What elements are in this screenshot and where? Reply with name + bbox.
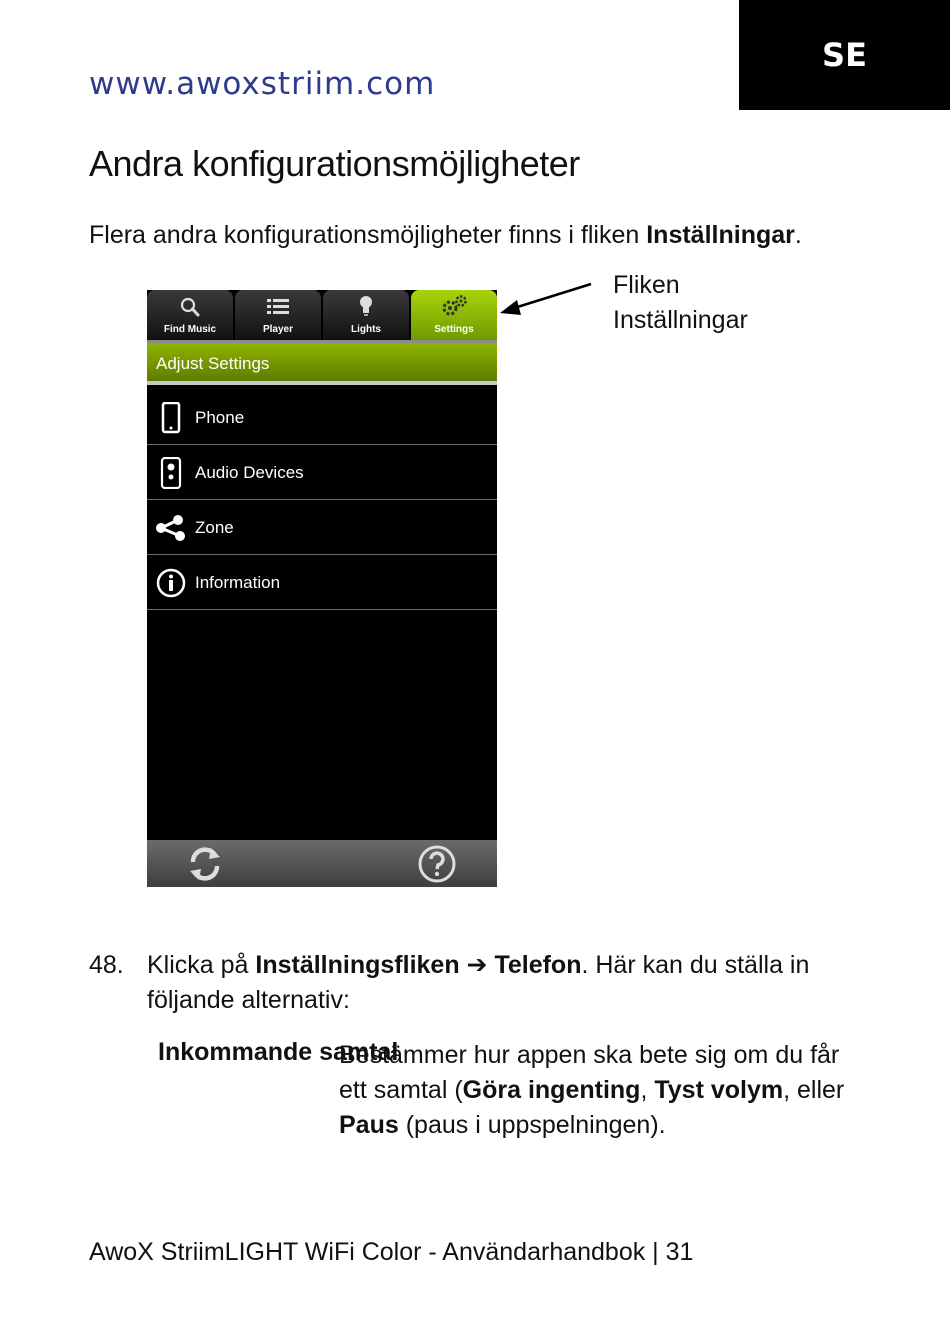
website-url[interactable]: www.awoxstriim.com [89, 66, 436, 102]
def-d2: , [640, 1076, 655, 1104]
phone-icon [147, 402, 195, 434]
def-b1: Göra ingenting [462, 1076, 641, 1104]
tab-label: Lights [351, 324, 381, 335]
help-icon[interactable] [417, 845, 457, 887]
intro-end: . [794, 221, 802, 249]
menu-item-information[interactable] [147, 556, 497, 610]
menu-item-zone[interactable] [147, 501, 497, 555]
tab-label: Player [262, 324, 294, 335]
page-footer: AwoX StriimLIGHT WiFi Color - Användarhandbok | 31 [89, 1238, 694, 1266]
refresh-icon[interactable] [185, 845, 225, 887]
intro-paragraph [89, 221, 802, 250]
list-icon [264, 296, 292, 321]
tab-player[interactable] [235, 290, 321, 340]
tab-settings[interactable] [411, 290, 497, 340]
gears-icon [437, 294, 471, 321]
step-arrow: ➔ [459, 951, 495, 979]
search-icon [177, 296, 203, 321]
language-badge: SE [739, 0, 950, 110]
app-screenshot [147, 290, 497, 887]
menu-item-phone[interactable] [147, 391, 497, 445]
callout-arrow [497, 278, 597, 323]
callout-line-2: Inställningar [613, 306, 748, 334]
tab-find-music[interactable] [147, 290, 233, 340]
step-text [147, 948, 867, 1018]
info-icon [147, 567, 195, 599]
menu-item-audio-devices[interactable] [147, 446, 497, 500]
callout-line-1: Fliken [613, 271, 680, 299]
definition-term: Inkommande samtal [158, 1038, 399, 1066]
tab-lights[interactable] [323, 290, 409, 340]
tab-bar [147, 290, 497, 342]
intro-text: Flera andra konfigurationsmöjligheter finns i fliken [89, 221, 647, 249]
intro-bold: Inställningar [646, 221, 795, 249]
def-b2: Tyst volym [654, 1076, 784, 1104]
menu-item-label: Zone [195, 517, 234, 537]
step-number: 48. [89, 951, 124, 979]
definition-description [339, 1038, 859, 1143]
step-b1: Inställningsfliken [255, 951, 460, 979]
def-b3: Paus [339, 1111, 399, 1139]
page-heading: Andra konfigurationsmöjligheter [89, 143, 580, 184]
bottom-toolbar [147, 840, 497, 887]
callout-label [613, 268, 748, 338]
bulb-icon [355, 294, 377, 321]
tab-label: Settings [434, 324, 474, 335]
section-title: Adjust Settings [147, 343, 497, 385]
menu-item-label: Information [195, 572, 281, 592]
def-d4: (paus i uppspelningen). [398, 1111, 666, 1139]
speaker-icon [147, 457, 195, 489]
step-t2: . Här kan du ställa in följande alternativ: [147, 951, 810, 1014]
menu-item-label: Audio Devices [195, 462, 304, 482]
def-d1: Bestämmer hur appen ska bete sig om du får ett samtal ( [339, 1041, 840, 1104]
step-t1: Klicka på [147, 951, 256, 979]
tab-label: Find Music [163, 324, 217, 335]
step-b2: Telefon [494, 951, 582, 979]
menu-item-label: Phone [195, 407, 245, 427]
def-d3: , eller [783, 1076, 845, 1104]
share-icon [147, 514, 195, 542]
